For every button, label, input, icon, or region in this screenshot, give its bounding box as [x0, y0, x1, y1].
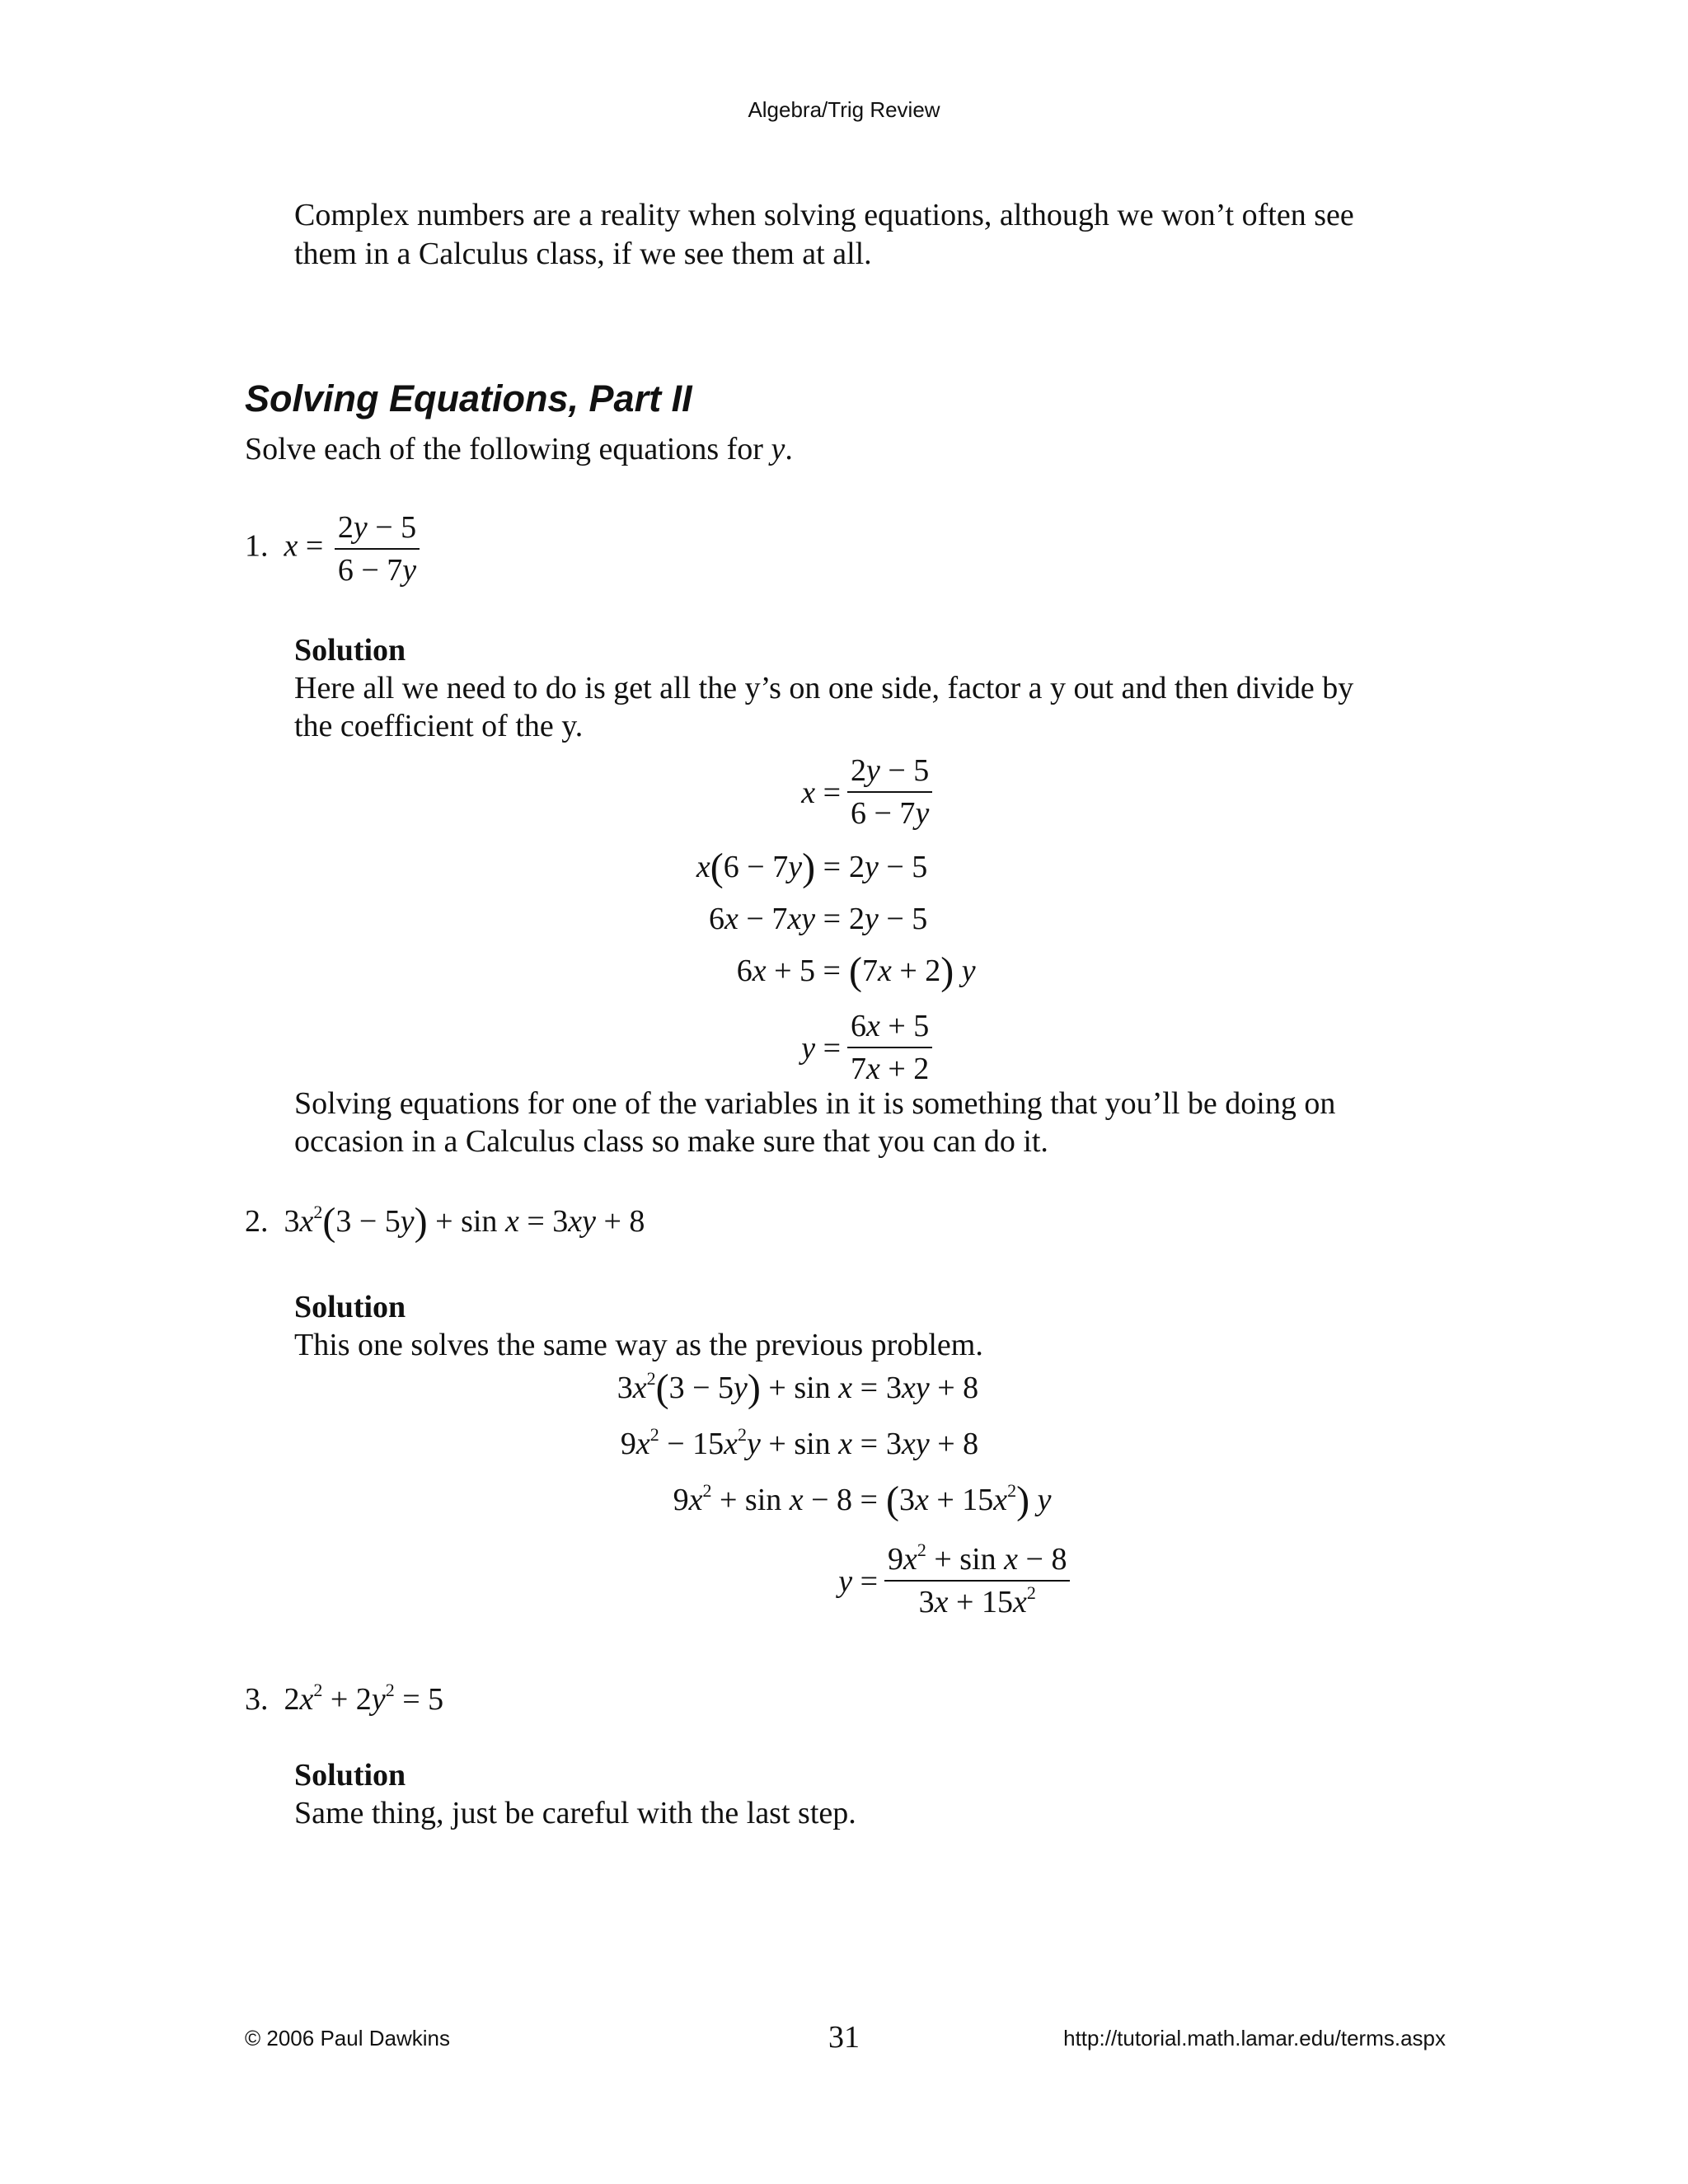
footer-copyright: © 2006 Paul Dawkins [245, 2026, 450, 2050]
problem-2-number: 2. [245, 1204, 269, 1239]
problem-1-steps: x = $\frac{2y - 5}{6 - 7y}$ x(6 − 7y) = 2y − 5 6x − 7xy = 2y − 5 6x + 5 = (7x + 2) y y = $\frac{6x + 5}{7x + 2}$ [0, 750, 1688, 1096]
problem-1-fraction: $\frac{2y - 5}{6 - 7y}$ [335, 507, 420, 591]
problem-2-explanation-line-1: This one solves the same way as the previous problem. [294, 1328, 983, 1362]
problem-1-closing-line-2: occasion in a Calculus class so make sure that you can do it. [294, 1124, 1048, 1159]
problem-1-number: 1. [245, 528, 269, 564]
problem-3-statement: 3. $2x^2 + 2y^2 = 5$ [245, 1680, 444, 1717]
problem-1-explanation-line-1: Here all we need to do is get all the y’s on one side, factor a y out and then divide by [294, 671, 1354, 705]
intro-line-2: them in a Calculus class, if we see them at all. [294, 237, 872, 271]
p1-step-1-rhs: $\frac{2y - 5}{6 - 7y}$ [841, 750, 935, 834]
problem-1-solution-label: Solution [294, 633, 406, 668]
problem-1-closing-line-1: Solving equations for one of the variables in it is something that you’ll be doing on [294, 1086, 1336, 1121]
footer-page-number: 31 [828, 2020, 860, 2055]
instruction-prefix: Solve each of the following equations for [245, 432, 771, 466]
problem-2-solution-label: Solution [294, 1290, 406, 1324]
problem-3-number: 3. [245, 1682, 269, 1717]
problem-1-statement: 1. x = $\frac{2y - 5}{6 - 7y}$ [245, 507, 423, 591]
intro-line-1: Complex numbers are a reality when solving equations, although we won’t often see [294, 198, 1354, 232]
section-heading: Solving Equations, Part II [245, 377, 692, 419]
problem-2-statement: 2. $3x^2(3 - 5y) + \sin x = 3xy + 8$ [245, 1200, 645, 1244]
problem-1-explanation-line-2: the coefficient of the y. [294, 709, 584, 743]
p1-step-1: x = [801, 776, 841, 810]
p2-step-4-rhs: $\frac{9x^2 + \sin x - 8}{3x + 15x^2}$ [878, 1539, 1073, 1623]
problem-3-explanation-line-1: Same thing, just be careful with the last step. [294, 1796, 856, 1830]
instruction-suffix: . [785, 432, 793, 466]
footer-url: http://tutorial.math.lamar.edu/terms.aspx [1063, 2026, 1446, 2050]
problem-3-solution-label: Solution [294, 1758, 406, 1793]
problem-2-steps: $3x^2(3 - 5y) + \sin x$ = 3xy + 8 $9x^2 - 15x^2y + \sin x$ = 3xy + 8 $9x^2 + \sin x - 8$ = $(3x + 15x^2)$ y y = $\frac{9x^2 + \sin x - 8}{3x + 15x^2}$ [0, 1370, 1688, 1642]
p1-step-5-rhs: $\frac{6x + 5}{7x + 2}$ [841, 1005, 935, 1090]
section-instruction [245, 430, 793, 469]
running-header: Algebra/Trig Review [748, 97, 940, 122]
instruction-variable: y [771, 432, 785, 466]
